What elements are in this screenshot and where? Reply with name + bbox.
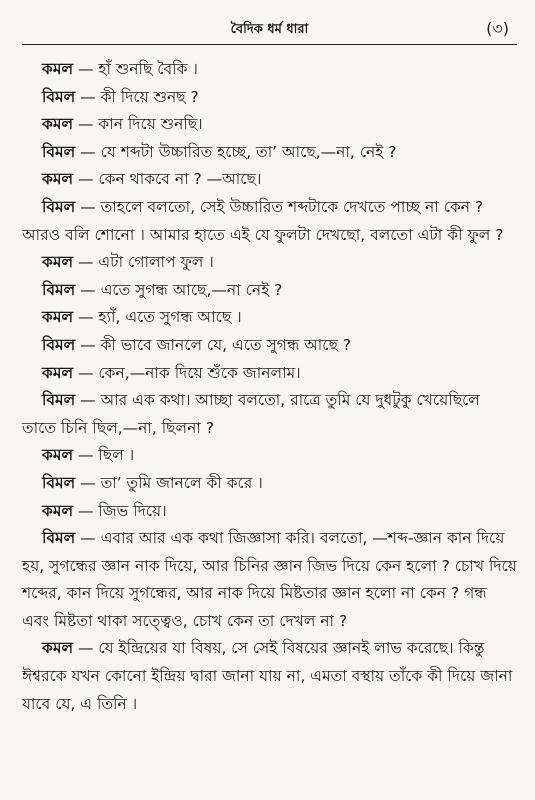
dialogue-text: — কী ভাবে জানলে যে, এতে সুগন্ধ আছে ?	[75, 335, 352, 354]
speaker-label: বিমল	[42, 142, 76, 161]
speaker-label: বিমল	[42, 391, 76, 410]
speaker-label: কমল	[42, 446, 74, 465]
dialogue-line	[22, 332, 517, 360]
speaker-label: কমল	[42, 639, 74, 658]
dialogue-line	[22, 470, 517, 498]
dialogue-text: — এবার আর এক কথা জিজ্ঞাসা করি। বলতো, —শব্দ-জ্ঞান কান দিয়ে হয়, সুগন্ধের জ্ঞান নাক দিয়ে, আর চিনির জ্ঞান জিভ দিয়ে কেন হলো ? চোখ দিয়ে শব্দের, কান দিয়ে সুগন্ধের, আর নাক দিয়ে মিষ্টতার জ্ঞান হলো না কেন ? গন্ধ এবং মিষ্টতা থাকা সত্ত্বেও, চোখ কেন তা দেখল না ?	[22, 529, 517, 630]
dialogue-text: — তা’ তুমি জানলে কী করে ।	[75, 473, 263, 492]
dialogue-text: — যে শব্দটা উচ্চারিত হচ্ছে, তা’ আছে,—না, নেই ?	[75, 142, 397, 161]
dialogue-text: — হাঁ শুনছি বৈকি ।	[73, 60, 198, 78]
dialogue-text: — হ্যাঁ, এতে সুগন্ধ আছে ।	[73, 308, 242, 327]
dialogue-text: — কান দিয়ে শুনছি।	[73, 115, 203, 134]
speaker-label: বিমল	[42, 87, 76, 106]
dialogue-line	[22, 498, 517, 526]
dialogue-line	[22, 387, 517, 442]
dialogue-text: — কেন থাকবে না ? —আছে।	[73, 170, 262, 189]
dialogue-line	[22, 304, 517, 332]
dialogue-line	[22, 139, 517, 167]
header-rule	[22, 44, 517, 45]
dialogue-line	[22, 166, 517, 194]
speaker-label: কমল	[42, 60, 74, 78]
dialogue-line	[22, 194, 517, 249]
dialogue-text: — আর এক কথা। আচ্ছা বলতো, রাত্রে তুমি যে দুধটুকু খেয়েছিলে তাতে চিনি ছিল,—না, ছিলনা ?	[22, 391, 480, 437]
speaker-label: বিমল	[42, 280, 76, 299]
running-title: বৈদিক ধর্ম ধারা	[230, 22, 309, 37]
dialogue-text: — ছিল ।	[73, 446, 135, 465]
dialogue-line	[22, 56, 517, 84]
dialogue-body	[22, 56, 517, 718]
dialogue-line	[22, 442, 517, 470]
dialogue-line	[22, 525, 517, 635]
dialogue-text: — কেন,—নাক দিয়ে শুঁকে জানলাম।	[73, 363, 301, 382]
dialogue-text: — যে ইন্দ্রিয়ের যা বিষয়, সে সেই বিষয়ের জ্ঞানই লাভ করেছে। কিন্তু ঈশ্বরকে যখন কোনো ইন্দ্রিয় দ্বারা জানা যায় না, এমতা বস্থায় তাঁকে কী দিয়ে জানা যাবে যে, এ তিনি ।	[22, 639, 513, 713]
dialogue-text: — এটা গোলাপ ফুল ।	[73, 253, 214, 272]
speaker-label: বিমল	[42, 473, 76, 492]
dialogue-line	[22, 84, 517, 112]
dialogue-line	[22, 360, 517, 388]
speaker-label: বিমল	[42, 197, 76, 216]
dialogue-line	[22, 277, 517, 305]
speaker-label: বিমল	[42, 529, 76, 548]
speaker-label: কমল	[42, 363, 74, 382]
dialogue-text: — তাহলে বলতো, সেই উচ্চারিত শব্দটাকে দেখতে পাচ্ছ না কেন ? আরও বলি শোনো । আমার হাতে এই যে ফুলটা দেখছো, বলতো এটা কী ফুল ?	[22, 197, 504, 244]
speaker-label: বিমল	[42, 335, 76, 354]
dialogue-text: — কী দিয়ে শুনছ ?	[75, 87, 199, 106]
dialogue-line	[22, 111, 517, 139]
dialogue-line	[22, 249, 517, 277]
dialogue-text: — জিভ দিয়ে।	[73, 501, 167, 520]
page-header	[22, 14, 517, 44]
dialogue-text: — এতে সুগন্ধ আছে,—না নেই ?	[75, 280, 283, 299]
speaker-label: কমল	[42, 115, 74, 134]
page-number: (৩)	[486, 19, 509, 38]
speaker-label: কমল	[42, 308, 74, 327]
speaker-label: কমল	[42, 501, 74, 520]
dialogue-line	[22, 635, 517, 718]
speaker-label: কমল	[42, 170, 74, 189]
speaker-label: কমল	[42, 253, 74, 272]
